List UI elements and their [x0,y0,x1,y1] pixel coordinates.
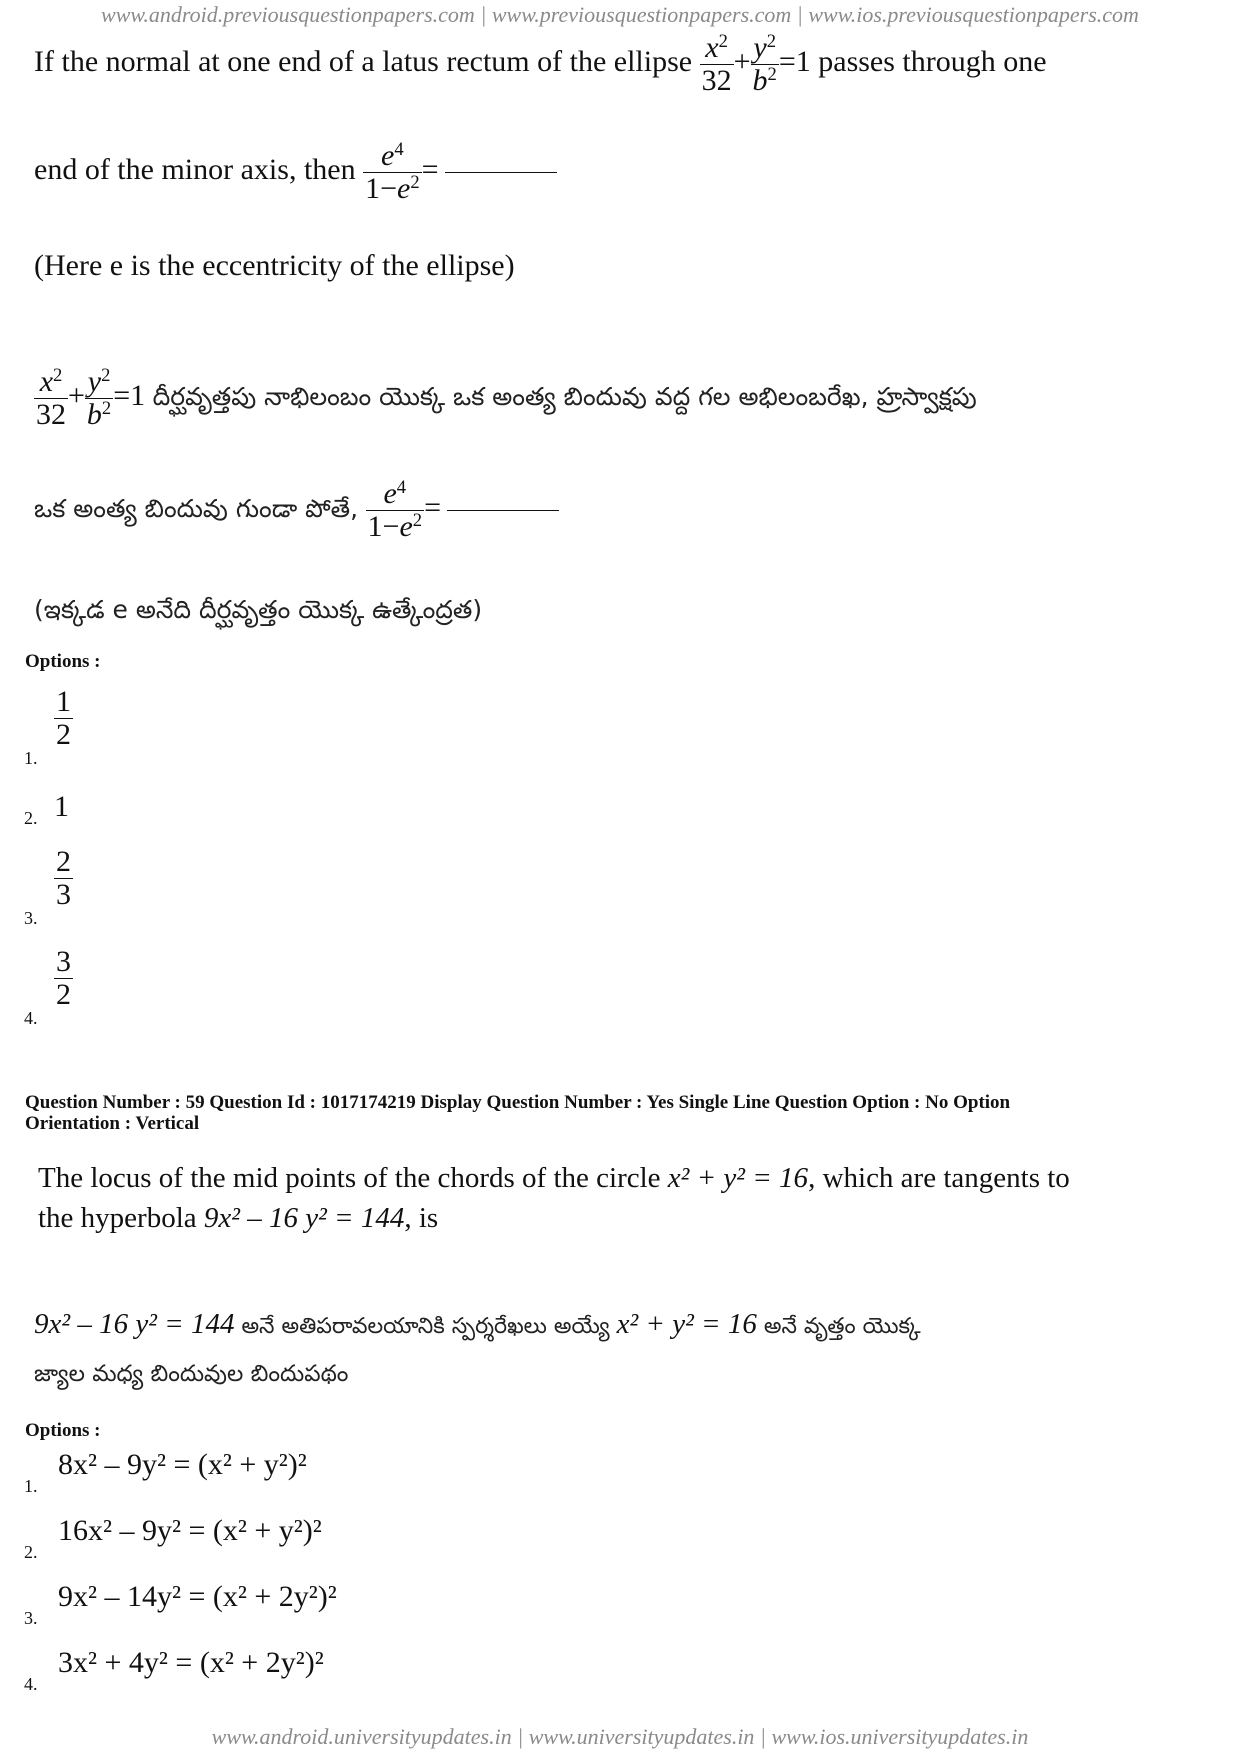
header-watermark: www.android.previousquestionpapers.com | www.previousquestionpapers.com | www.ios.previousquestionpapers.com [101,2,1139,27]
q59-en-line2-tail: , is [404,1202,439,1234]
option-fraction: $\frac{2}{3}$ [56,845,71,911]
hyperbola-equation: 9x² – 16 y² = 144 [203,1202,405,1234]
q58-en-line2-text: end of the minor axis, then [34,152,356,186]
q58-en-line1-tail: passes through one [818,44,1047,78]
option-number: 2. [24,1542,38,1562]
q59-te-line1-tail: అనే వృత్తం యొక్క [756,1314,921,1339]
option-number: 4. [24,1008,38,1028]
te-plus-sign: + [68,378,85,412]
q58-en-line2 [34,140,557,204]
q58-en-line1-text: If the normal at one end of a latus rectum of the ellipse [34,44,693,78]
te-equals-sign: = [424,490,441,524]
option-value: 16x² – 9y² = (x² + y²)² [58,1514,322,1547]
option-number: 4. [24,1674,38,1694]
te-circle-equation: x² + y² = 16 [616,1308,757,1340]
te-e4-fraction: $\frac{e^4}{1-e^2}$ [367,476,423,543]
option-number: 2. [24,808,38,828]
q59-te-line1 [34,1306,921,1345]
answer-blank [445,172,557,173]
te-equals-one: =1 [113,378,146,412]
q58-en-line1 [34,32,1047,96]
te-ellipse-x-fraction: $\frac{x^2}{32}$ [36,364,66,431]
q59-te-line2: జ్యాల మధ్య బిందువుల బిందుపథం [34,1361,349,1387]
q59-en-line1-tail: , which are tangents to [808,1162,1070,1194]
option-fraction: $\frac{3}{2}$ [56,945,71,1011]
option-number: 3. [24,1608,38,1628]
q58-te-line1 [34,366,977,430]
q59-en-line2-text: the hyperbola [38,1202,204,1234]
q58-te-line3: (ఇక్కడ e అనేది దీర్ఘవృత్తం యొక్క ఉత్కేంద్రత) [34,595,483,624]
option-number: 1. [24,748,38,768]
te-hyperbola-equation: 9x² – 16 y² = 144 [34,1308,235,1340]
option-fraction: $\frac{1}{2}$ [56,685,71,751]
ellipse-y-fraction: $\frac{y^2}{b^2}$ [752,30,777,97]
option-number: 1. [24,1476,38,1496]
q59-en-line1 [38,1160,1070,1196]
q58-te-line2 [34,478,559,542]
q59-meta-line1: Question Number : 59 Question Id : 1017174219 Display Question Number : Yes Single Line Question Option : No Option [25,1092,1011,1113]
circle-equation: x² + y² = 16 [667,1162,809,1194]
te-ellipse-y-fraction: $\frac{y^2}{b^2}$ [86,364,112,431]
q58-te-line1-text: దీర్ఘవృత్తపు నాభిలంబం యొక్క ఒక అంత్య బిందువు వద్ద గల అభిలంబరేఖ, హ్రస్వాక్షపు [152,381,977,411]
q59-en-line1-text: The locus of the mid points of the chords of the circle [38,1162,668,1194]
footer-watermark: www.android.universityupdates.in | www.universityupdates.in | www.ios.universityupdates.in [211,1724,1029,1749]
te-answer-blank [447,510,559,511]
q59-en-line2 [38,1200,438,1236]
option-value: 1 [54,790,69,823]
q58-en-line3: (Here e is the eccentricity of the ellipse) [34,249,515,282]
plus-sign: + [733,44,751,78]
equals-sign: = [421,152,439,186]
q59-meta-line2: Orientation : Vertical [25,1113,200,1134]
q59-te-line1-text: అనే అతిపరావలయానికి స్పర్శరేఖలు అయ్యే [234,1314,617,1339]
option-number: 3. [24,908,38,928]
q59-options-label: Options : [25,1420,101,1441]
e4-fraction: $\frac{e^4}{1-e^2}$ [365,138,420,205]
equals-one: =1 [778,44,811,78]
option-value: 8x² – 9y² = (x² + y²)² [58,1448,307,1481]
option-value: 9x² – 14y² = (x² + 2y²)² [58,1580,337,1613]
q58-te-line2-text: ఒక అంత్య బిందువు గుండా పోతే, [34,493,359,523]
option-value: 3x² + 4y² = (x² + 2y²)² [58,1646,324,1679]
ellipse-x-fraction: $\frac{x^2}{32}$ [701,30,732,97]
q58-options-label: Options : [25,651,101,672]
